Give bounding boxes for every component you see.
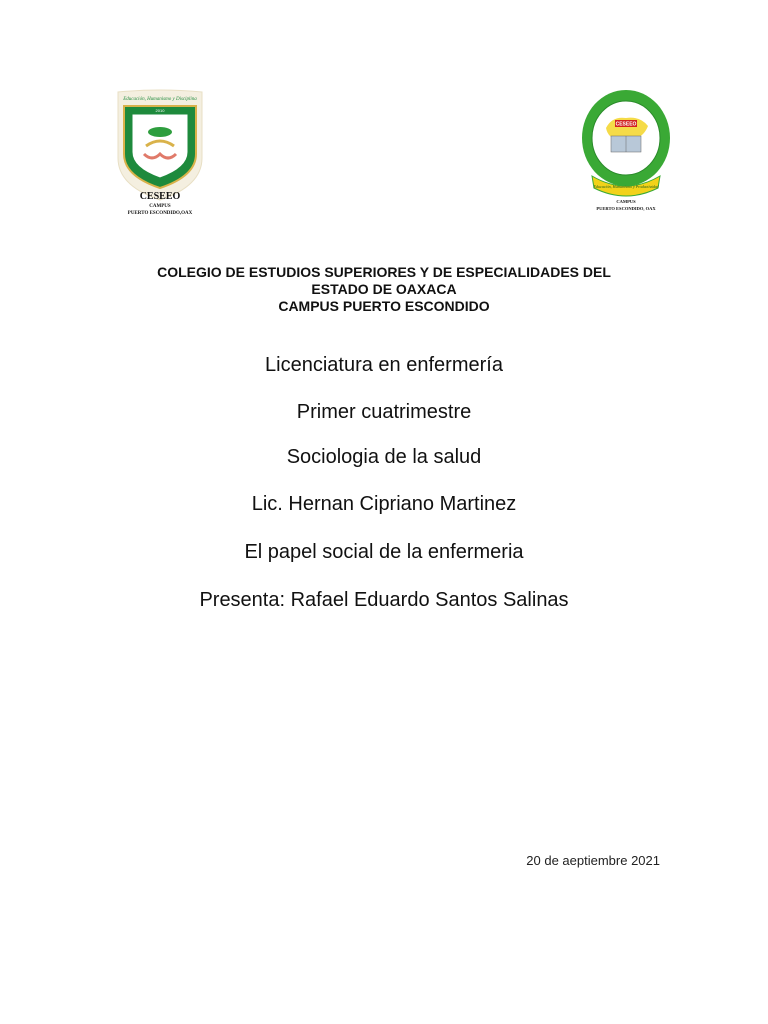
institution-name-line2: ESTADO DE OAXACA [311,281,457,297]
logo-right-campus-line2: PUERTO ESCONDIDO, OAX [596,206,656,211]
logo-left-campus-line1: CAMPUS [149,204,171,209]
campus-name: CAMPUS PUERTO ESCONDIDO [278,298,490,314]
ceseeo-college-logo [578,88,674,214]
logo-right-motto: Educación, Humanismo y Productividad [593,184,659,189]
institution-header [84,264,684,315]
subject-name: Sociologia de la salud [286,446,482,468]
logo-left-name: CESEEO [139,191,181,202]
term-label: Primer cuatrimestre [296,401,472,423]
topic-title: El papel social de la enfermeria [244,541,524,563]
college-seal-icon [578,88,674,214]
logo-left-motto: Educación, Humanismo y Disciplina [123,97,197,102]
logo-left-year: 2010 [155,108,165,113]
teacher-name: Lic. Hernan Cipriano Martinez [251,493,517,515]
document-date: 20 de aeptiembre 2021 [526,853,660,868]
presenter-name: Presenta: Rafael Eduardo Santos Salinas [199,589,569,611]
institution-name-line1: COLEGIO DE ESTUDIOS SUPERIORES Y DE ESPECIALIDADES DEL [157,264,611,280]
career-name: Licenciatura en enfermería [265,354,503,376]
shield-emblem-icon [112,88,208,218]
ceseeo-enfermeria-logo [112,88,208,218]
logo-right-campus-line1: CAMPUS [616,199,636,204]
logo-left-campus-line2: PUERTO ESCONDIDO,OAX [127,211,193,216]
logo-right-name: CESEEO [615,121,637,128]
